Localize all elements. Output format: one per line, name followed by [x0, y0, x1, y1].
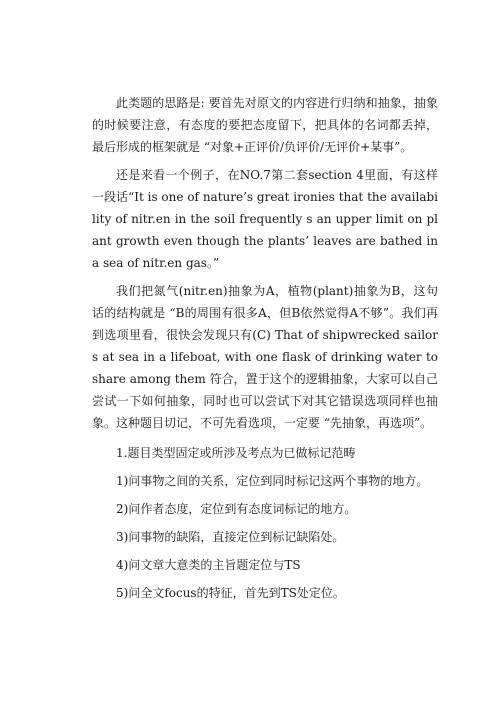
list-item: 4)问文章大意类的主旨题定位与TS: [116, 558, 301, 572]
paragraph-abstraction: 我们把氮气(nitr.en)抽象为A，植物(plant)抽象为B，这句话的结构就是 “B的周围有很多A，但B依然觉得A不够”。我们再到选项里看，很快会发现只有(C) That of shipwrecked sailors at sea in a lifeboat, with one flask of drinking water to share among them 符合，置于这个的逻辑抽象，大家可以自己尝试一下如何抽象，同时也可以尝试下对其它错误选项同样也抽象。这种题目切记，不可先看选项，一定要 “先抽象，再选项”。: [92, 284, 438, 430]
list-item: 3)问事物的缺陷，直接定位到标记缺陷处。: [116, 530, 345, 544]
list-item: 5)问全文focus的特征，首先到TS处定位。: [116, 586, 345, 600]
list-heading: 1.题目类型固定或所涉及考点为已做标记范畴: [116, 446, 356, 460]
paragraph-example: 还是来看一个例子，在NO.7第二套section 4里面，有这样一段话“It is one of nature’s great ironies that the availability of nitr.en in the soil frequently s an upper limit on plant growth even though the plants’ leaves are bathed in a sea of nitr.en gas。”: [92, 168, 438, 270]
list-item: 1)问事物之间的关系，定位到同时标记这两个事物的地方。: [116, 474, 429, 488]
document-page: [92, 92, 438, 610]
rules-list: [92, 442, 438, 604]
paragraph-method: 此类题的思路是: 要首先对原文的内容进行归纳和抽象，抽象的时候要注意，有态度的要把态度留下，把具体的名词都丢掉，最后形成的框架就是 “对象+正评价/负评价/无评价+某事”。: [92, 96, 438, 154]
list-item: 2)问作者态度，定位到有态度词标记的地方。: [116, 502, 357, 516]
